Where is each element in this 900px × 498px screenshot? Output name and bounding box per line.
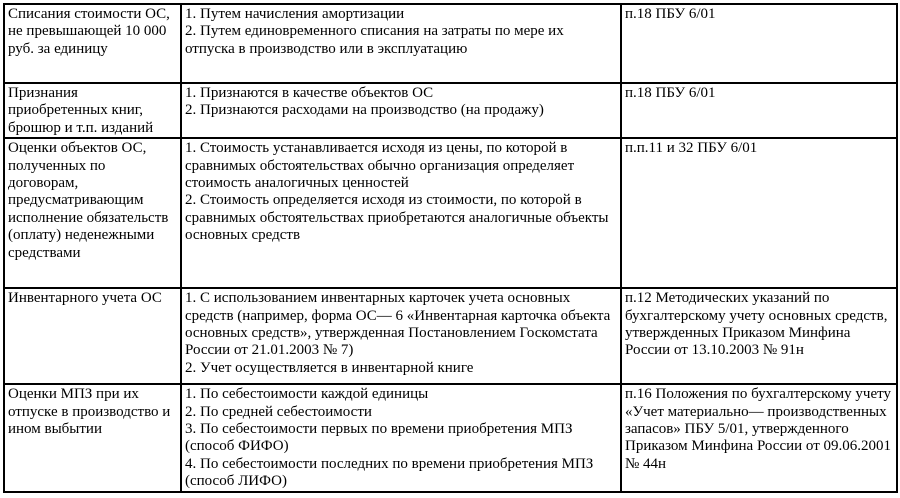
method-item: 3. По себестоимости первых по времени приобретения МПЗ (способ ФИФО) <box>185 421 577 455</box>
table-row <box>4 288 897 384</box>
methods-cell <box>181 288 621 384</box>
subject-cell: Оценки МПЗ при их отпуске в производство и ином выбытии <box>4 384 181 491</box>
reference-cell: п.п.11 и 32 ПБУ 6/01 <box>621 138 897 288</box>
methods-cell <box>181 384 621 491</box>
subject-cell: Признания приобретенных книг, брошюр и т.п. изданий <box>4 83 181 138</box>
subject-cell: Инвентарного учета ОС <box>4 288 181 384</box>
reference-cell: п.16 Положения по бухгалтерскому учету «Учет материально— производственных запасов» ПБУ 5/01, утвержденного Приказом Минфина России от 09.06.2001 № 44н <box>621 384 897 491</box>
method-item: 2. По средней себестоимости <box>185 403 372 420</box>
method-item: 2. Учет осуществляется в инвентарной книге <box>185 359 474 376</box>
reference-cell: п.18 ПБУ 6/01 <box>621 83 897 138</box>
method-item: 1. По себестоимости каждой единицы <box>185 386 429 403</box>
table-row <box>4 384 897 491</box>
table-row <box>4 83 897 138</box>
methods-cell <box>181 4 621 83</box>
methods-cell <box>181 138 621 288</box>
reference-cell: п.18 ПБУ 6/01 <box>621 4 897 83</box>
method-item: 4. По себестоимости последних по времени приобретения МПЗ (способ ЛИФО) <box>185 455 598 490</box>
reference-cell: п.12 Методических указаний по бухгалтерскому учету основных средств, утвержденных Приказом Минфина России от 13.10.2003 № 91н <box>621 288 897 384</box>
methods-cell <box>181 83 621 138</box>
accounting-policy-table <box>3 3 898 493</box>
subject-cell: Списания стоимости ОС, не превышающей 10 000 руб. за единицу <box>4 4 181 83</box>
method-item: 2. Стоимость определяется исходя из стоимости, по которой в сравнимых обстоятельствах приобретаются аналогичные объекты основных средств <box>185 192 613 244</box>
table-row <box>4 4 897 83</box>
method-item: 1. С использованием инвентарных карточек учета основных средств (например, форма ОС— 6 «Инвентарная карточка объекта основных средств», утвержденная Постановлением Госкомстата России от 21.01.2003 № 7) <box>185 290 614 359</box>
method-item: 2. Признаются расходами на производство (на продажу) <box>185 102 544 119</box>
method-item: 1. Путем начисления амортизации <box>185 6 405 22</box>
method-item: 1. Признаются в качестве объектов ОС <box>185 85 434 101</box>
table-row <box>4 138 897 288</box>
method-item: 2. Путем единовременного списания на затраты по мере их отпуска в производство или в эксплуатацию <box>185 23 568 57</box>
method-item: 1. Стоимость устанавливается исходя из цены, по которой в сравнимых обстоятельствах обычно организация определяет стоимость аналогичных ценностей <box>185 140 578 192</box>
subject-cell: Оценки объектов ОС, полученных по договорам, предусматривающим исполнение обязательств (оплату) неденежными средствами <box>4 138 181 288</box>
